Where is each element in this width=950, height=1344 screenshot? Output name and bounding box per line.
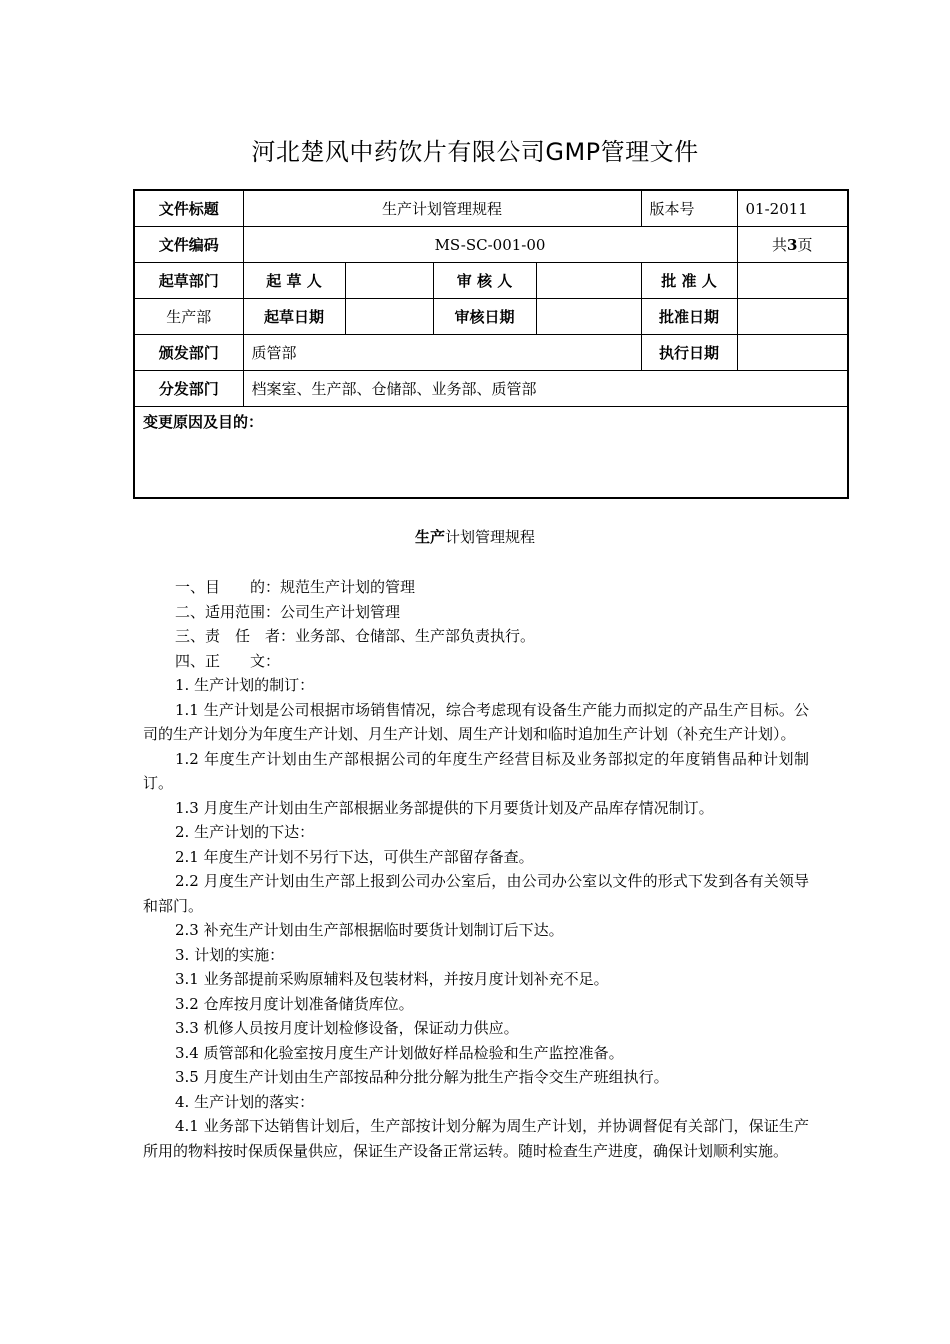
doc-code-label: 文件编码 — [134, 227, 243, 263]
paragraph: 2.2 月度生产计划由生产部上报到公司办公室后，由公司办公室以文件的形式下发到各有关领导和部门。 — [143, 872, 809, 915]
paragraph: 1. 生产计划的制订： — [175, 676, 315, 694]
paragraph: 1.1 生产计划是公司根据市场销售情况，综合考虑现有设备生产能力而拟定的产品生产目标。公司的生产计划分为年度生产计划、月生产计划、周生产计划和临时追加生产计划（补充生产计划）。 — [143, 700, 809, 743]
doc-code-value: MS-SC-001-00 — [243, 227, 737, 263]
paragraph: 3. 计划的实施： — [175, 945, 285, 964]
approve-date-label: 批准日期 — [641, 299, 737, 335]
approver-label: 批 准 人 — [641, 263, 737, 299]
page-count — [737, 227, 848, 263]
effective-date-value — [737, 335, 848, 371]
procedure-title — [0, 526, 950, 547]
paragraph: 3.3 机修人员按月度计划检修设备，保证动力供应。 — [175, 1019, 519, 1037]
drafter-label: 起 草 人 — [243, 263, 345, 299]
paragraph: 4.1 业务部下达销售计划后，生产部按计划分解为周生产计划，并协调督促有关部门，保证生产所用的物料按时保质保量供应，保证生产设备正常运转。随时检查生产进度，确保计划顺利实施。 — [143, 1117, 809, 1160]
issue-dept-value: 质管部 — [243, 335, 641, 371]
effective-date-label: 执行日期 — [641, 335, 737, 371]
paragraph: 3.1 业务部提前采购原辅料及包装材料，并按月度计划补充不足。 — [175, 970, 609, 988]
paragraph: 4. 生产计划的落实： — [175, 1092, 315, 1111]
paragraph: 四、正 文： — [175, 651, 281, 670]
paragraph: 3.4 质管部和化验室按月度生产计划做好样品检验和生产监控准备。 — [175, 1043, 624, 1062]
procedure-title-bold: 生产 — [414, 528, 445, 546]
draft-dept-label: 起草部门 — [134, 263, 243, 299]
document-info-table — [133, 189, 849, 499]
paragraph: 3.2 仓库按月度计划准备储货库位。 — [175, 994, 414, 1013]
page-count-prefix: 共 — [772, 236, 788, 254]
distribution-label: 分发部门 — [134, 371, 243, 407]
version-value: 01-2011 — [737, 190, 848, 227]
approve-date-value — [737, 299, 848, 335]
doc-title-value: 生产计划管理规程 — [243, 190, 641, 227]
paragraph: 一、目 的：规范生产计划的管理 — [175, 578, 416, 596]
issue-dept-label: 颁发部门 — [134, 335, 243, 371]
doc-title-label: 文件标题 — [134, 190, 243, 227]
company-document-title: 河北楚风中药饮片有限公司GMP管理文件 — [251, 138, 699, 166]
change-reason-label: 变更原因及目的： — [134, 407, 848, 499]
distribution-value: 档案室、生产部、仓储部、业务部、质管部 — [243, 371, 848, 407]
page-count-suffix: 页 — [797, 236, 813, 254]
reviewer-label: 审 核 人 — [433, 263, 536, 299]
draft-date-label: 起草日期 — [243, 299, 345, 335]
paragraph: 2.1 年度生产计划不另行下达，可供生产部留存备查。 — [175, 847, 534, 866]
paragraph: 2.3 补充生产计划由生产部根据临时要货计划制订后下达。 — [175, 921, 564, 939]
paragraph: 2. 生产计划的下达： — [175, 823, 315, 841]
version-label: 版本号 — [641, 190, 737, 227]
paragraph: 1.2 年度生产计划由生产部根据公司的年度生产经营目标及业务部拟定的年度销售品种计划制订。 — [143, 749, 809, 792]
draft-date-value — [345, 299, 433, 335]
reviewer-value — [536, 263, 641, 299]
review-date-value — [536, 299, 641, 335]
paragraph: 3.5 月度生产计划由生产部按品种分批分解为批生产指令交生产班组执行。 — [175, 1068, 669, 1086]
procedure-body — [143, 575, 809, 1163]
draft-dept-value: 生产部 — [134, 299, 243, 335]
paragraph: 1.3 月度生产计划由生产部根据业务部提供的下月要货计划及产品库存情况制订。 — [175, 798, 714, 817]
procedure-title-rest: 计划管理规程 — [445, 528, 536, 546]
paragraph: 三、责 任 者：业务部、仓储部、生产部负责执行。 — [175, 627, 536, 645]
approver-value — [737, 263, 848, 299]
drafter-value — [345, 263, 433, 299]
paragraph: 二、适用范围：公司生产计划管理 — [175, 602, 401, 621]
review-date-label: 审核日期 — [433, 299, 536, 335]
page-count-number: 3 — [787, 236, 798, 254]
